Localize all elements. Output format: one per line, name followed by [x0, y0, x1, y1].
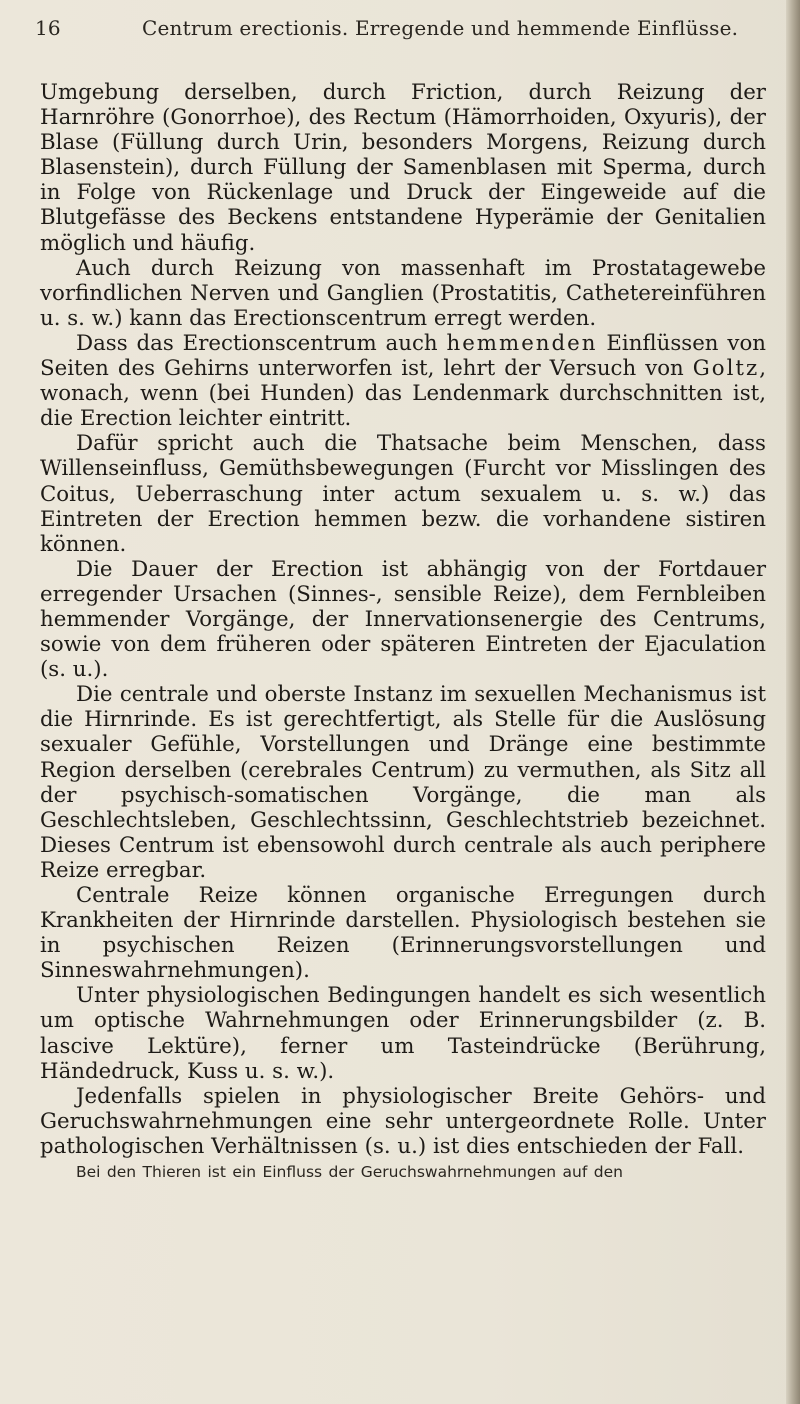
page-header: [35, 16, 755, 52]
paragraph-8: Unter physiologischen Bedingungen handelt es sich wesentlich um optische Wahrnehmungen oder Erinnerungsbilder (z. B. lascive Lektüre), ferner um Tasteindrücke (Berührung, Händedruck, Kuss u. s. w.).: [40, 983, 766, 1084]
emphasis-hemmenden: hemmenden: [446, 330, 598, 356]
paragraph-9: Jedenfalls spielen in physiologischer Breite Gehörs- und Geruchswahrnehmungen eine sehr untergeordnete Rolle. Unter pathologischen Verhältnissen (s. u.) ist dies entschieden der Fall.: [40, 1083, 766, 1159]
page-number: 16: [35, 16, 61, 40]
paragraph-3-text-a: Dass das Erectionscentrum auch: [76, 330, 447, 356]
author-name-goltz: Goltz: [692, 356, 760, 382]
running-title: Centrum erectionis. Erregende und hemmende Einflüsse.: [142, 16, 739, 40]
paragraph-5: Die Dauer der Erection ist abhängig von der Fortdauer erregender Ursachen (Sinnes-, sensible Reize), dem Fernbleiben hemmender Vorgänge, der Innervationsenergie des Centrums, sowie von dem früheren oder späteren Eintreten der Ejaculation (s. u.).: [40, 556, 766, 683]
paragraph-3-text-c: , wonach, wenn (bei Hunden) das Lendenmark durchschnitten ist, die Erection leichter eintritt.: [40, 356, 766, 432]
paragraph-3-text-b: Einflüssen von Seiten des Gehirns unterworfen ist, lehrt der Versuch von: [40, 330, 766, 382]
paragraph-3: [40, 331, 766, 431]
paragraph-7: Centrale Reize können organische Erregungen durch Krankheiten der Hirnrinde darstellen. Physiologisch bestehen sie in psychischen Reizen (Erinnerungsvorstellungen und Sinneswahrnehmungen).: [40, 883, 766, 984]
body-text: [40, 80, 766, 1183]
paragraph-4: Dafür spricht auch die Thatsache beim Menschen, dass Willenseinfluss, Gemüthsbewegungen (Furcht vor Misslingen des Coitus, Ueberraschung inter actum sexualem u. s. w.) das Eintreten der Erection hemmen bezw. die vorhandene sistiren können.: [40, 431, 766, 557]
page-binding-edge: [786, 0, 800, 1404]
paragraph-1: Umgebung derselben, durch Friction, durch Reizung der Harnröhre (Gonorrhoe), des Rectum (Hämorrhoiden, Oxyuris), der Blase (Füllung durch Urin, besonders Morgens, Reizung durch Blasenstein), durch Füllung der Samenblasen mit Sperma, durch in Folge von Rückenlage und Druck der Eingeweide auf die Blutgefässe des Beckens entstandene Hyperämie der Genitalien möglich und häufig.: [40, 80, 766, 256]
small-print-note: Bei den Thieren ist ein Einfluss der Geruchswahrnehmungen auf den: [76, 1163, 623, 1182]
paragraph-6: Die centrale und oberste Instanz im sexuellen Mechanismus ist die Hirnrinde. Es ist gerechtfertigt, als Stelle für die Auslösung sexualer Gefühle, Vorstellungen und Dränge eine bestimmte Region derselben (cerebrales Centrum) zu vermuthen, als Sitz all der psychisch-somatischen Vorgänge, die man als Geschlechtsleben, Geschlechtssinn, Geschlechtstrieb bezeichnet. Dieses Centrum ist ebensowohl durch centrale als auch periphere Reize erregbar.: [40, 682, 766, 883]
paragraph-2: Auch durch Reizung von massenhaft im Prostatagewebe vorfindlichen Nerven und Ganglien (Prostatitis, Cathetereinführen u. s. w.) kann das Erectionscentrum erregt werden.: [40, 255, 766, 331]
